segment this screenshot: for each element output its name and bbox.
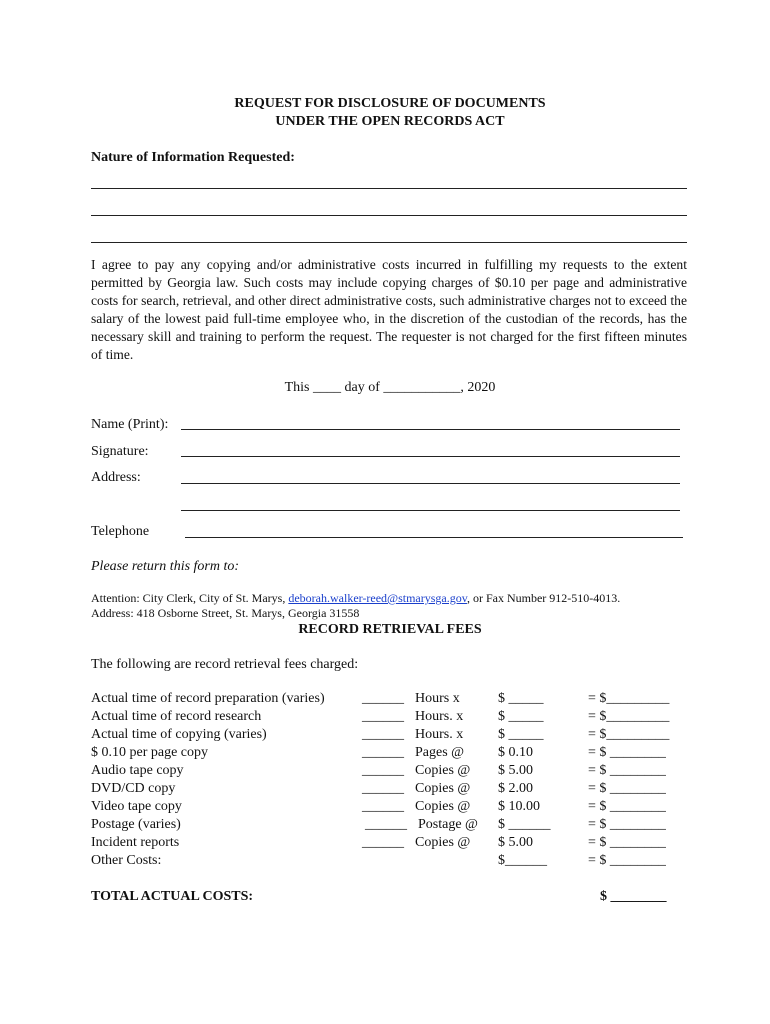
total-value[interactable]: $ ________: [600, 889, 667, 904]
fee-qty[interactable]: ______: [362, 709, 404, 724]
fee-qty[interactable]: ______: [362, 835, 404, 850]
return-address: Address: 418 Osborne Street, St. Marys, Georgia 31558: [91, 606, 360, 620]
fee-total[interactable]: = $ ________: [588, 817, 666, 832]
fee-item: Video tape copy: [91, 799, 182, 814]
fee-row: [0, 691, 770, 709]
nature-line-3[interactable]: [91, 242, 687, 243]
fees-intro: The following are record retrieval fees charged:: [91, 657, 359, 672]
fee-item: Other Costs:: [91, 853, 162, 868]
signature-field[interactable]: [181, 456, 680, 457]
address-field-line-2[interactable]: [181, 510, 680, 511]
fee-rate: $ 2.00: [498, 781, 533, 796]
attention-prefix: Attention: City Clerk, City of St. Marys,: [91, 591, 289, 605]
fee-row: [0, 709, 770, 727]
fee-row: [0, 781, 770, 799]
fee-qty[interactable]: ______: [362, 781, 404, 796]
name-field[interactable]: [181, 429, 680, 430]
fee-item: DVD/CD copy: [91, 781, 176, 796]
agreement-paragraph: I agree to pay any copying and/or administrative costs incurred in fulfilling my requests to the extent permitted by Georgia law. Such costs may include copying charges of $0.10 per page and administrative costs for search, retrieval, and other direct administrative costs, such administrative charges not to exceed the salary of the lowest paid full-time employee who, in the discretion of the custodian of the records, has the necessary skill and training to perform the request. The requester is not charged for the first fifteen minutes of time.: [91, 257, 687, 362]
fee-total[interactable]: = $_________: [588, 727, 670, 742]
clerk-email-link[interactable]: deborah.walker-reed@stmarysga.gov: [288, 591, 467, 605]
fee-qty[interactable]: ______: [362, 691, 404, 706]
fee-total[interactable]: = $ ________: [588, 835, 666, 850]
fee-rate: $ _____: [498, 709, 544, 724]
fee-qty[interactable]: ______: [362, 763, 404, 778]
nature-line-1[interactable]: [91, 188, 687, 189]
fee-row: [0, 817, 770, 835]
date-line: This ____ day of ___________, 2020: [284, 380, 496, 395]
form-title-line2: UNDER THE OPEN RECORDS ACT: [275, 114, 505, 129]
fee-qty[interactable]: ______: [362, 727, 404, 742]
nature-label: Nature of Information Requested:: [91, 150, 295, 165]
address-field-line-1[interactable]: [181, 483, 680, 484]
fee-row: [0, 727, 770, 745]
fee-row: [0, 799, 770, 817]
fee-unit: Hours. x: [415, 727, 464, 742]
fee-item: Audio tape copy: [91, 763, 184, 778]
fee-total[interactable]: = $ ________: [588, 763, 666, 778]
fee-rate: $ 5.00: [498, 763, 533, 778]
fee-rate: $ _____: [498, 691, 544, 706]
fee-unit: Copies @: [415, 835, 471, 850]
fee-total[interactable]: = $ ________: [588, 745, 666, 760]
fee-rate: $ _____: [498, 727, 544, 742]
fee-unit: Postage @: [418, 817, 478, 832]
total-label: TOTAL ACTUAL COSTS:: [91, 889, 254, 904]
return-label: Please return this form to:: [91, 559, 240, 574]
fee-row: [0, 763, 770, 781]
form-title-line1: REQUEST FOR DISCLOSURE OF DOCUMENTS: [234, 96, 546, 111]
fee-unit: Hours x: [415, 691, 460, 706]
fee-item: Actual time of record research: [91, 709, 262, 724]
telephone-field[interactable]: [185, 537, 683, 538]
fee-unit: Copies @: [415, 763, 471, 778]
address-label: Address:: [91, 470, 141, 485]
fee-unit: Hours. x: [415, 709, 464, 724]
fee-rate: $ 10.00: [498, 799, 540, 814]
fee-rate: $ 0.10: [498, 745, 533, 760]
fee-unit: Copies @: [415, 781, 471, 796]
fee-row: [0, 835, 770, 853]
fees-heading: RECORD RETRIEVAL FEES: [298, 622, 482, 637]
attention-suffix: , or Fax Number 912-510-4013.: [466, 591, 621, 605]
fee-item: Postage (varies): [91, 817, 181, 832]
fee-unit: Copies @: [415, 799, 471, 814]
name-label: Name (Print):: [91, 417, 169, 432]
nature-line-2[interactable]: [91, 215, 687, 216]
fee-item: Actual time of record preparation (varies): [91, 691, 325, 706]
fee-qty[interactable]: ______: [362, 799, 404, 814]
fee-item: Actual time of copying (varies): [91, 727, 267, 742]
fee-item: Incident reports: [91, 835, 180, 850]
fee-total[interactable]: = $ ________: [588, 799, 666, 814]
attention-line: [91, 591, 620, 606]
fee-qty[interactable]: ______: [362, 745, 404, 760]
signature-label: Signature:: [91, 444, 149, 459]
telephone-label: Telephone: [91, 524, 150, 539]
fee-rate: $ 5.00: [498, 835, 533, 850]
fee-rate[interactable]: $ ______: [498, 817, 551, 832]
fee-total[interactable]: = $_________: [588, 709, 670, 724]
fee-item: $ 0.10 per page copy: [91, 745, 209, 760]
fee-row: [0, 745, 770, 763]
fee-qty[interactable]: ______: [365, 817, 407, 832]
fee-total[interactable]: = $_________: [588, 691, 670, 706]
fee-rate[interactable]: $______: [498, 853, 547, 868]
fee-total[interactable]: = $ ________: [588, 781, 666, 796]
fee-row: [0, 853, 770, 871]
fee-total[interactable]: = $ ________: [588, 853, 666, 868]
fee-unit: Pages @: [415, 745, 465, 760]
